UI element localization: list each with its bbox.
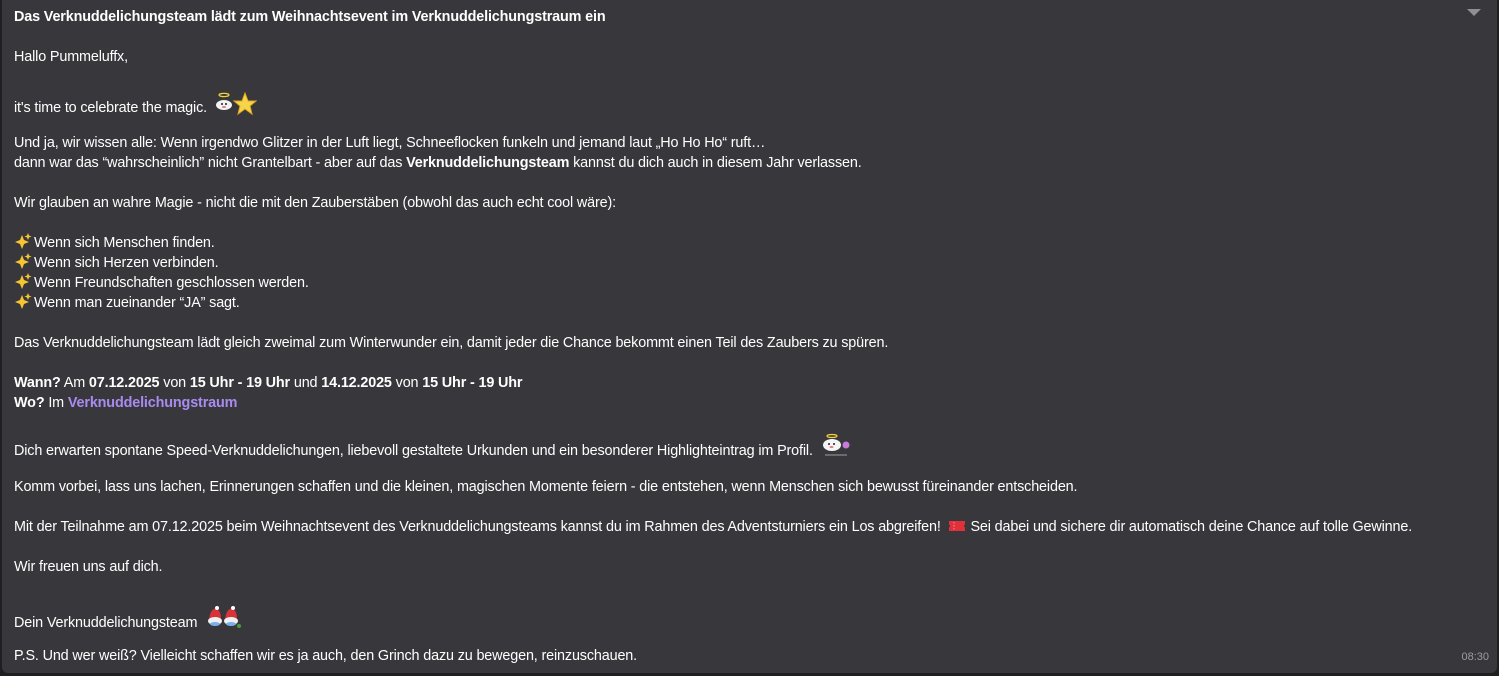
snowman-angel-icon [819, 433, 853, 465]
team-name-bold: Verknuddelichungsteam [406, 155, 570, 171]
para6-end: Sei dabei und sichere dir automatisch deine Chance auf tolle Gewinne. [970, 519, 1413, 535]
intro-text: it's time to celebrate the magic. [14, 100, 207, 116]
message-subject: Das Verknuddelichungsteam lädt zum Weihnachtsevent im Verknuddelichungstraum ein [14, 9, 606, 25]
message-timestamp: 08:30 [1461, 651, 1489, 663]
list-item [14, 233, 215, 253]
para5: Komm vorbei, lass uns lachen, Erinnerungen schaffen und die kleinen, magischen Momente feiern - die entstehen, wenn Menschen sich bewusst füreinander entscheiden. [14, 479, 1078, 495]
intro-line [14, 92, 257, 122]
bullet-text: Wenn Freundschaften geschlossen werden. [34, 275, 309, 291]
when-text: von [159, 375, 190, 391]
para7: Wir freuen uns auf dich. [14, 559, 163, 575]
para1-line2-start: dann war das “wahrscheinlich” nicht Grantelbart - aber auf das [14, 155, 407, 171]
para6-line [14, 517, 1412, 538]
santa-hats-icon [205, 603, 243, 635]
sparkles-icon [14, 233, 32, 249]
where-text: Im [44, 395, 68, 411]
postscript: P.S. Und wer weiß? Vielleicht schaffen wir es ja auch, den Grinch dazu zu bewegen, reinzuschauen. [14, 648, 638, 664]
para3: Das Verknuddelichungsteam lädt gleich zweimal zum Winterwunder ein, damit jeder die Chance bekommt einen Teil des Zaubers zu spüren. [14, 335, 889, 351]
when-text: Am [60, 375, 89, 391]
when-text: von [391, 375, 423, 391]
signature-line [14, 603, 243, 635]
when-text: und [290, 375, 322, 391]
para1-line2 [14, 153, 862, 173]
where-label: Wo? [14, 395, 45, 411]
para4: Dich erwarten spontane Speed-Verknuddelichungen, liebevoll gestaltete Urkunden und ein besonderer Highlighteintrag im Profil. [14, 443, 813, 459]
where-line [14, 393, 237, 413]
para6-start: Mit der Teilnahme am 07.12.2025 beim Weihnachtsevent des Verknuddelichungsteams kannst du im Rahmen des Adventsturniers ein Los abgreifen! [14, 519, 941, 535]
ticket-icon [949, 518, 965, 538]
para1-line2-end: kannst du dich auch in diesem Jahr verlassen. [569, 155, 862, 171]
sparkles-icon [14, 293, 32, 309]
chevron-down-icon[interactable] [1467, 9, 1481, 16]
list-item [14, 253, 218, 273]
when-label: Wann? [14, 375, 61, 391]
bullet-text: Wenn man zueinander “JA” sagt. [34, 295, 240, 311]
para1-line1: Und ja, wir wissen alle: Wenn irgendwo Glitzer in der Luft liegt, Schneeflocken funkeln und jemand laut „Ho Ho Ho“ ruft… [14, 135, 766, 151]
event-time-1: 15 Uhr - 19 Uhr [189, 375, 290, 391]
event-date-2: 14.12.2025 [321, 375, 392, 391]
signature: Dein Verknuddelichungsteam [14, 615, 198, 631]
bullet-text: Wenn sich Herzen verbinden. [34, 255, 219, 271]
message-card [2, 0, 1497, 673]
bullet-text: Wenn sich Menschen finden. [34, 235, 215, 251]
sparkles-icon [14, 253, 32, 269]
sparkles-icon [14, 273, 32, 289]
event-date-1: 07.12.2025 [88, 375, 160, 391]
list-item [14, 273, 309, 293]
angel-star-icon [215, 92, 257, 122]
when-line [14, 373, 522, 393]
room-link[interactable]: Verknuddelichungstraum [67, 395, 238, 411]
para4-line [14, 433, 853, 465]
greeting: Hallo Pummeluffx, [14, 49, 128, 65]
event-time-2: 15 Uhr - 19 Uhr [422, 375, 523, 391]
list-item [14, 293, 240, 313]
para2: Wir glauben an wahre Magie - nicht die mit den Zauberstäben (obwohl das auch echt cool wäre): [14, 195, 616, 211]
